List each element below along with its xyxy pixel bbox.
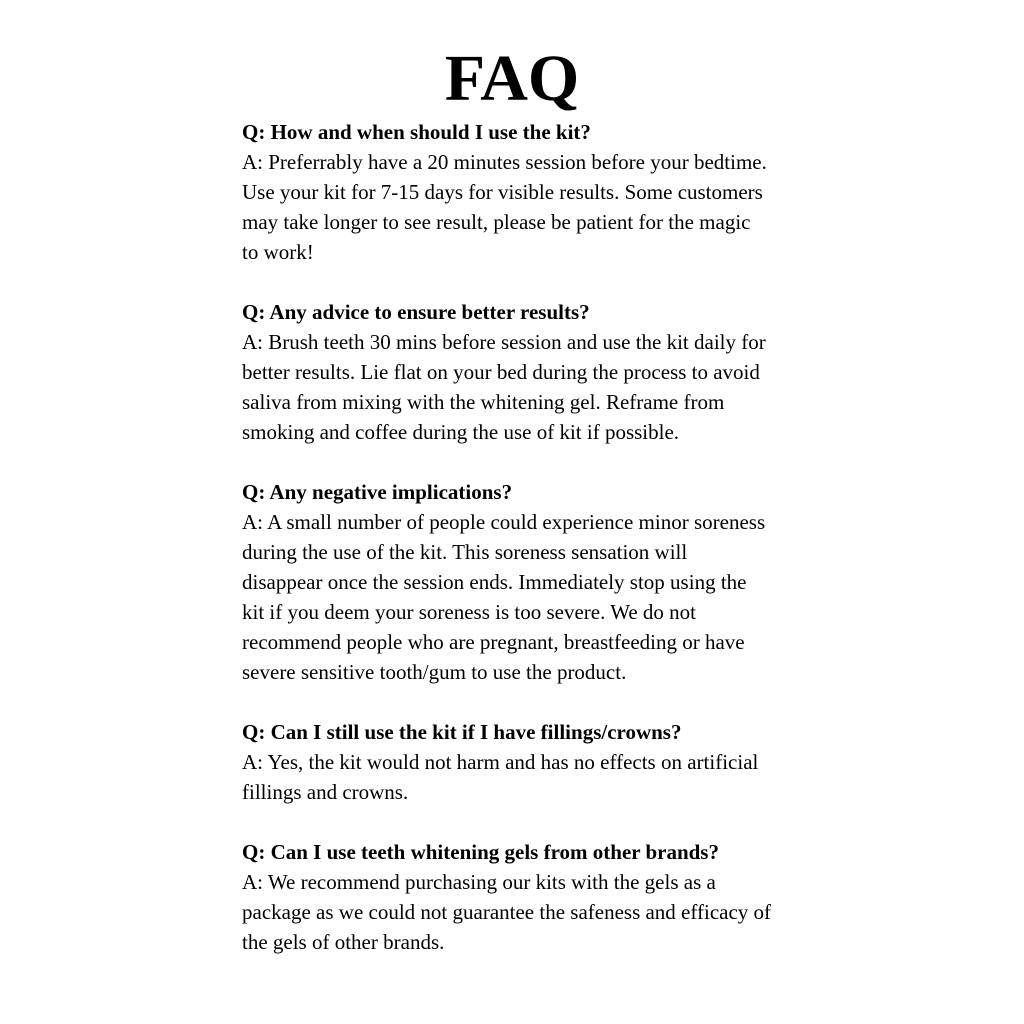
faq-answer-line: smoking and coffee during the use of kit if possible. [242,420,680,444]
faq-answer-line: disappear once the session ends. Immediately stop using the [242,570,747,594]
faq-answer-line: the gels of other brands. [242,930,445,954]
faq-answer [242,147,782,267]
faq-answer-line: better results. Lie flat on your bed during the process to avoid [242,360,760,384]
faq-question: Q: Can I use teeth whitening gels from other brands? [242,840,719,864]
faq-answer-line: recommend people who are pregnant, breastfeeding or have [242,630,745,654]
faq-answer-line: may take longer to see result, please be patient for the magic [242,210,751,234]
faq-answer-line: saliva from mixing with the whitening gel. Reframe from [242,390,725,414]
faq-item [242,837,782,957]
faq-answer-line: A: We recommend purchasing our kits with the gels as a [242,870,716,894]
faq-answer-line: A: A small number of people could experience minor soreness [242,510,766,534]
faq-answer-line: kit if you deem your soreness is too severe. We do not [242,600,697,624]
faq-answer [242,327,782,447]
faq-item [242,117,782,267]
faq-answer-line: A: Brush teeth 30 mins before session and use the kit daily for [242,330,766,354]
faq-answer-line: to work! [242,240,314,264]
faq-question: Q: Can I still use the kit if I have fillings/crowns? [242,720,682,744]
faq-item [242,717,782,807]
faq-content-column [242,0,782,957]
faq-answer-line: A: Yes, the kit would not harm and has no effects on artificial [242,750,759,774]
faq-answer [242,867,782,957]
faq-list [242,117,782,957]
faq-answer [242,747,782,807]
faq-question: Q: Any negative implications? [242,480,513,504]
faq-question: Q: Any advice to ensure better results? [242,300,590,324]
faq-item [242,297,782,447]
faq-item [242,477,782,687]
faq-answer [242,507,782,687]
faq-answer-line: severe sensitive tooth/gum to use the product. [242,660,627,684]
page-title: FAQ [444,42,580,115]
faq-answer-line: fillings and crowns. [242,780,409,804]
faq-answer-line: A: Preferrably have a 20 minutes session before your bedtime. [242,150,767,174]
faq-answer-line: during the use of the kit. This soreness sensation will [242,540,688,564]
faq-answer-line: package as we could not guarantee the safeness and efficacy of [242,900,772,924]
faq-answer-line: Use your kit for 7-15 days for visible results. Some customers [242,180,763,204]
faq-question: Q: How and when should I use the kit? [242,120,591,144]
